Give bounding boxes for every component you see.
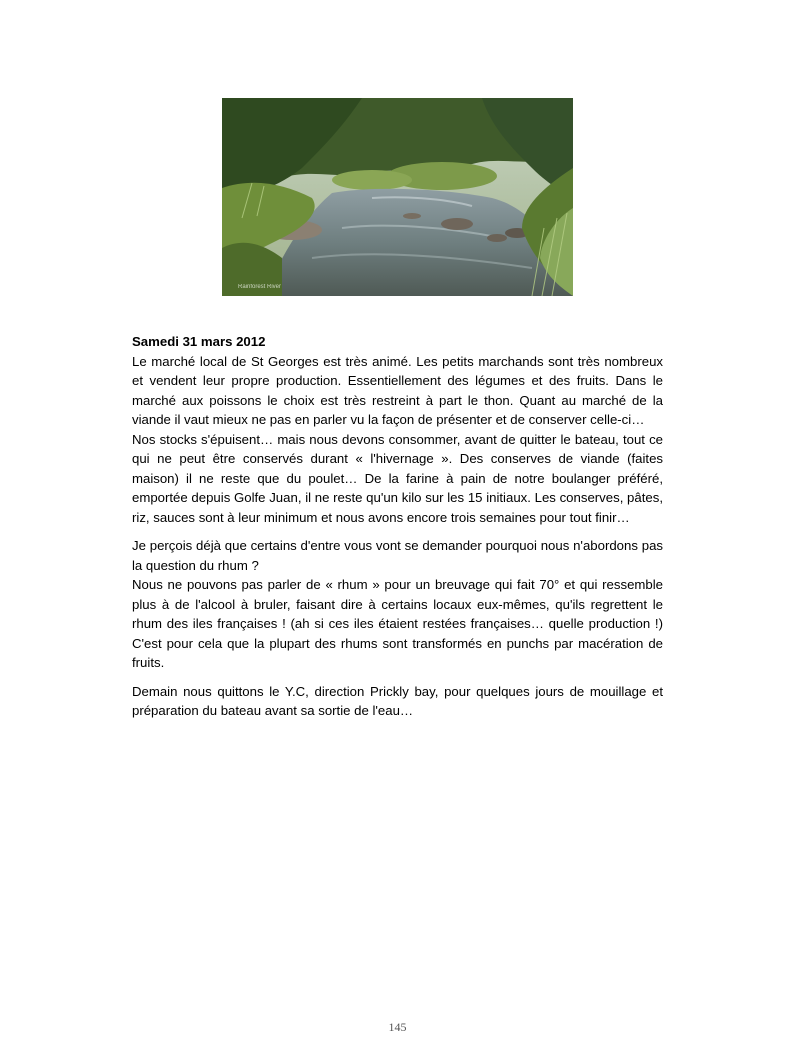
paragraph-rum-answer: Nous ne pouvons pas parler de « rhum » pour un breuvage qui fait 70° et qui ressemble plus à de l'alcool à bruler, faisant dire à certains locaux eux-mêmes, qu'ils regrettent le rhum des iles françaises ! (ah si ces iles étaient restées françaises… quelle production !) C'est pour cela que la plupart des rhums sont transformés en punchs par macération de fruits. <box>132 577 663 670</box>
article-body <box>132 332 663 721</box>
article-date-heading: Samedi 31 mars 2012 <box>132 334 266 349</box>
paragraph-stocks: Nos stocks s'épuisent… mais nous devons consommer, avant de quitter le bateau, tout ce qui ne peut être conservés durant « l'hivernage ». Des conserves de viande (faites maison) il ne reste que du poulet… De la farine à pain de notre boulanger préféré, emportée depuis Golfe Juan, il ne reste qu'un kilo sur les 15 initiaux. Les conserves, pâtes, riz, sauces sont à leur minimum et nous avons encore trois semaines pour tout finir… <box>132 431 663 525</box>
photo-watermark: Rainforest River <box>238 284 282 290</box>
paragraph-market: Le marché local de St Georges est très animé. Les petits marchands sont très nombreux et vendent leur propre production. Essentiellement des légumes et des fruits. Dans le marché aux poissons le choix est très restreint à part le thon. Quant au marché de la viande il vaut mieux ne pas en parler vu la façon de présenter et de conserver celle-ci… <box>132 353 663 427</box>
paragraph-rum-question: Je perçois déjà que certains d'entre vous vont se demander pourquoi nous n'abordons pas la question du rhum ? <box>132 538 663 573</box>
river-landscape-image <box>222 98 573 296</box>
page-number: 145 <box>388 1020 407 1034</box>
river-photo <box>222 98 573 296</box>
paragraph-departure: Demain nous quittons le Y.C, direction Prickly bay, pour quelques jours de mouillage et préparation du bateau avant sa sortie de l'eau… <box>132 683 663 718</box>
